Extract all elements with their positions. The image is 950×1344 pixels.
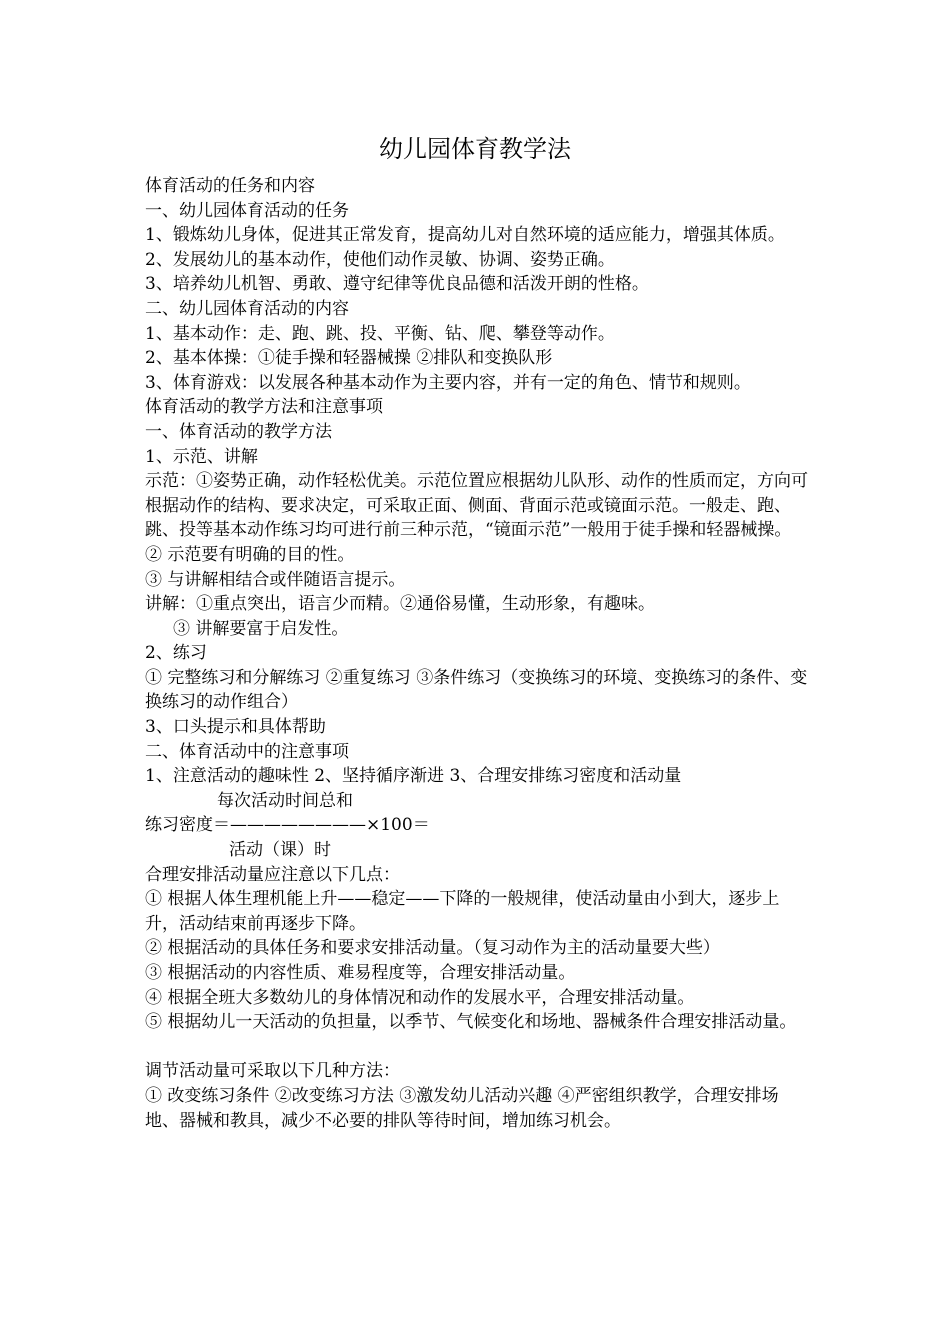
paragraph: 2、发展幼儿的基本动作，使他们动作灵敏、协调、姿势正确。 <box>145 249 615 270</box>
paragraph: ④ 根据全班大多数幼儿的身体情况和动作的发展水平，合理安排活动量。 <box>145 987 695 1008</box>
subsection-heading: 一、幼儿园体育活动的任务 <box>145 200 349 221</box>
paragraph: 1、示范、讲解 <box>145 446 258 467</box>
subsection-heading: 二、幼儿园体育活动的内容 <box>145 298 349 319</box>
paragraph: ③ 根据活动的内容性质、难易程度等，合理安排活动量。 <box>145 963 576 983</box>
paragraph: 3、口头提示和具体帮助 <box>145 717 326 738</box>
paragraph: 1、锻炼幼儿身体，促进其正常发育，提高幼儿对自然环境的适应能力，增强其体质。 <box>145 225 785 246</box>
document-title: 幼儿园体育教学法 <box>379 135 571 163</box>
section-heading: 体育活动的任务和内容 <box>145 176 315 196</box>
paragraph: 讲解：①重点突出，语言少而精。②通俗易懂，生动形象，有趣味。 <box>145 594 655 615</box>
paragraph: 1、注意活动的趣味性 2、坚持循序渐进 3、合理安排练习密度和活动量 <box>145 766 682 787</box>
paragraph: 3、培养幼儿机智、勇敢、遵守纪律等优良品德和活泼开朗的性格。 <box>145 274 649 295</box>
document-body <box>145 174 810 1133</box>
paragraph: ① 完整练习和分解练习 ②重复练习 ③条件练习（变换练习的环境、变换练习的条件、变换练习的动作组合） <box>145 667 808 713</box>
paragraph: 示范：①姿势正确，动作轻松优美。示范位置应根据幼儿队形、动作的性质而定，方向可根据动作的结构、要求决定，可采取正面、侧面、背面示范或镜面示范。一般走、跑、跳、投等基本动作练习均可进行前三种示范，“镜面示范”一般用于徒手操和轻器械操。 <box>145 471 808 541</box>
paragraph: 合理安排活动量应注意以下几点： <box>145 864 400 885</box>
paragraph: ① 根据人体生理机能上升——稳定——下降的一般规律，使活动量由小到大，逐步上升，活动结束前再逐步下降。 <box>145 889 780 934</box>
subsection-heading: 二、体育活动中的注意事项 <box>145 741 349 762</box>
subsection-heading: 一、体育活动的教学方法 <box>145 421 332 442</box>
paragraph: ① 改变练习条件 ②改变练习方法 ③激发幼儿活动兴趣 ④严密组织教学，合理安排场地、器械和教具，减少不必要的排队等待时间，增加练习机会。 <box>145 1085 779 1131</box>
paragraph: ⑤ 根据幼儿一天活动的负担量，以季节、气候变化和场地、器械条件合理安排活动量。 <box>145 1012 797 1033</box>
paragraph: 2、基本体操：①徒手操和轻器械操 ②排队和变换队形 <box>145 348 553 369</box>
paragraph: 2、练习 <box>145 643 207 664</box>
formula-numerator: 每次活动时间总和 <box>217 790 353 811</box>
formula-line: 练习密度＝————————×100＝ <box>145 815 430 836</box>
paragraph: 1、基本动作：走、跑、跳、投、平衡、钻、爬、攀登等动作。 <box>145 323 615 344</box>
paragraph: ② 示范要有明确的目的性。 <box>145 544 355 565</box>
paragraph: ② 根据活动的具体任务和要求安排活动量。（复习动作为主的活动量要大些） <box>145 938 720 959</box>
blank-line <box>145 1035 810 1060</box>
section-heading: 体育活动的教学方法和注意事项 <box>145 397 383 418</box>
formula-denominator: 活动（课）时 <box>229 840 331 861</box>
paragraph: ③ 与讲解相结合或伴随语言提示。 <box>145 569 406 590</box>
paragraph: ③ 讲解要富于启发性。 <box>173 618 349 639</box>
paragraph: 3、体育游戏：以发展各种基本动作为主要内容，并有一定的角色、情节和规则。 <box>145 372 751 393</box>
paragraph: 调节活动量可采取以下几种方法： <box>145 1061 400 1082</box>
